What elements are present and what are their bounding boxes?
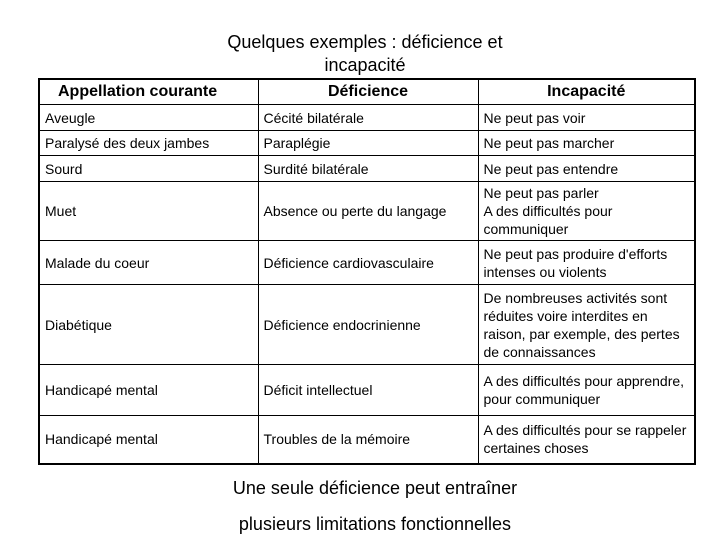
cell-incapacite: De nombreuses activités sont réduites voire interdites en raison, par exemple, des pertes de connaissances	[478, 285, 695, 365]
cell-deficience: Paraplégie	[258, 131, 478, 156]
cell-appellation: Handicapé mental	[39, 416, 258, 464]
cell-deficience: Surdité bilatérale	[258, 156, 478, 182]
cell-incapacite: Ne peut pas marcher	[478, 131, 695, 156]
cell-deficience: Troubles de la mémoire	[258, 416, 478, 464]
table-row	[39, 131, 695, 156]
cell-incapacite: A des difficultés pour se rappeler certaines choses	[478, 416, 695, 464]
table-row	[39, 182, 695, 241]
header-incapacite: Incapacité	[478, 79, 695, 105]
cell-appellation: Malade du coeur	[39, 241, 258, 285]
cell-appellation: Handicapé mental	[39, 365, 258, 416]
table-row	[39, 365, 695, 416]
footer-line-1: Une seule déficience peut entraîner	[232, 478, 518, 498]
cell-appellation: Aveugle	[39, 105, 258, 131]
cell-deficience: Absence ou perte du langage	[258, 182, 478, 241]
header-deficience: Déficience	[258, 79, 478, 105]
table-header-row	[39, 79, 695, 105]
cell-deficience: Déficit intellectuel	[258, 365, 478, 416]
cell-appellation: Sourd	[39, 156, 258, 182]
table-row	[39, 156, 695, 182]
cell-deficience: Déficience endocrinienne	[258, 285, 478, 365]
table-row	[39, 416, 695, 464]
cell-incapacite: Ne peut pas entendre	[478, 156, 695, 182]
cell-deficience: Déficience cardiovasculaire	[258, 241, 478, 285]
cell-incapacite: Ne peut pas produire d'efforts intenses ou violents	[478, 241, 695, 285]
slide-title: Quelques exemples : déficience et incapacité	[227, 32, 503, 75]
cell-incapacite: Ne peut pas voir	[478, 105, 695, 131]
table-row	[39, 105, 695, 131]
cell-incapacite: Ne peut pas parler A des difficultés pour communiquer	[478, 182, 695, 241]
footer-line-2: plusieurs limitations fonctionnelles	[238, 514, 512, 534]
cell-appellation: Diabétique	[39, 285, 258, 365]
cell-appellation: Paralysé des deux jambes	[39, 131, 258, 156]
table-row	[39, 285, 695, 365]
table-row	[39, 241, 695, 285]
cell-deficience: Cécité bilatérale	[258, 105, 478, 131]
cell-incapacite: A des difficultés pour apprendre, pour communiquer	[478, 365, 695, 416]
cell-appellation: Muet	[39, 182, 258, 241]
deficiency-table	[38, 78, 696, 465]
header-appellation: Appellation courante	[39, 79, 258, 105]
